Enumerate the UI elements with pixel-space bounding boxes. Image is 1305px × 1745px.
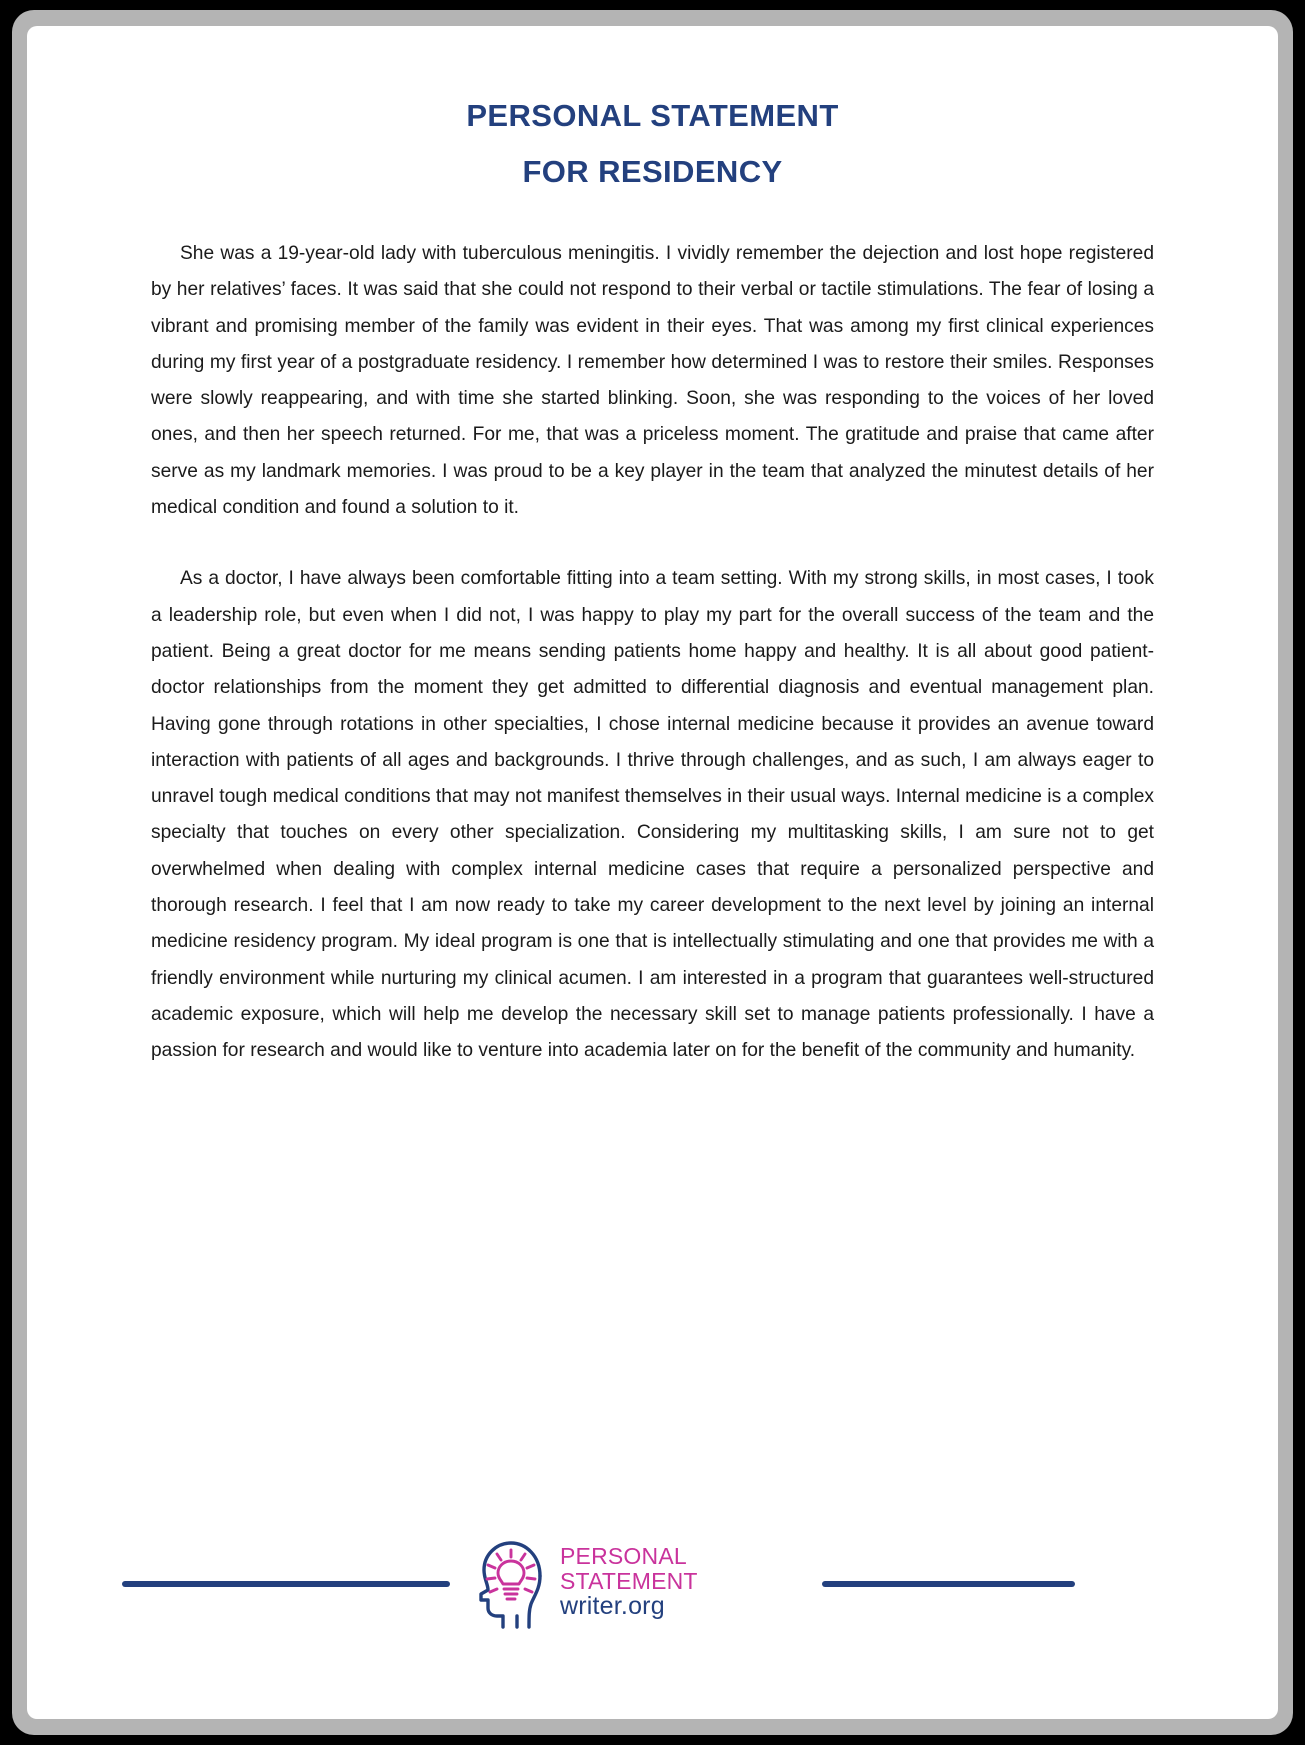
document-page (27, 26, 1278, 1719)
body-paragraph-1: She was a 19-year-old lady with tuberculous meningitis. I vividly remember the dejection and lost hope registered by her relatives’ faces. It was said that she could not respond to their verbal or tactile stimulations. The fear of losing a vibrant and promising member of the family was evident in their eyes. That was among my first clinical experiences during my first year of a postgraduate residency. I remember how determined I was to restore their smiles. Responses were slowly reappearing, and with time she started blinking. Soon, she was responding to the voices of her loved ones, and then her speech returned. For me, that was a priceless moment. The gratitude and praise that came after serve as my landmark memories. I was proud to be a key player in the team that analyzed the minutest details of her medical condition and found a solution to it. (151, 243, 1154, 519)
head-lightbulb-icon (477, 1534, 551, 1630)
footer-rule-right (822, 1581, 1075, 1587)
brand-logo (477, 1523, 737, 1641)
body-paragraph-2: As a doctor, I have always been comfortable fitting into a team setting. With my strong skills, in most cases, I took a leadership role, but even when I did not, I was happy to play my part for the overall success of the team and the patient. Being a great doctor for me means sending patients home happy and healthy. It is all about good patient-doctor relationships from the moment they get admitted to differential diagnosis and eventual management plan. Having gone through rotations in other specialties, I chose internal medicine because it provides an avenue toward interaction with patients of all ages and backgrounds. I thrive through challenges, and as such, I am always eager to unravel tough medical conditions that may not manifest themselves in their usual ways. Internal medicine is a complex specialty that touches on every other specialization. Considering my multitasking skills, I am sure not to get overwhelmed when dealing with complex internal medicine cases that require a personalized perspective and thorough research. I feel that I am now ready to take my career development to the next level by joining an internal medicine residency program. My ideal program is one that is intellectually stimulating and one that provides me with a friendly environment while nurturing my clinical acumen. I am interested in a program that guarantees well-structured academic exposure, which will help me develop the necessary skill set to manage patients professionally. I have a passion for research and would like to venture into academia later on for the benefit of the community and humanity. (151, 568, 1154, 1062)
page-title-line-1: PERSONAL STATEMENT (466, 98, 839, 133)
document-body (27, 236, 1278, 1070)
page-title-line-2: FOR RESIDENCY (522, 154, 783, 189)
brand-logo-text (560, 1544, 698, 1619)
brand-line-statement: STATEMENT (560, 1567, 698, 1594)
brand-line-personal: PERSONAL (560, 1543, 687, 1570)
page-footer (27, 1521, 1278, 1641)
page-title (27, 26, 1278, 200)
footer-rule-left (122, 1581, 450, 1587)
brand-line-domain: writer.org (560, 1592, 665, 1621)
